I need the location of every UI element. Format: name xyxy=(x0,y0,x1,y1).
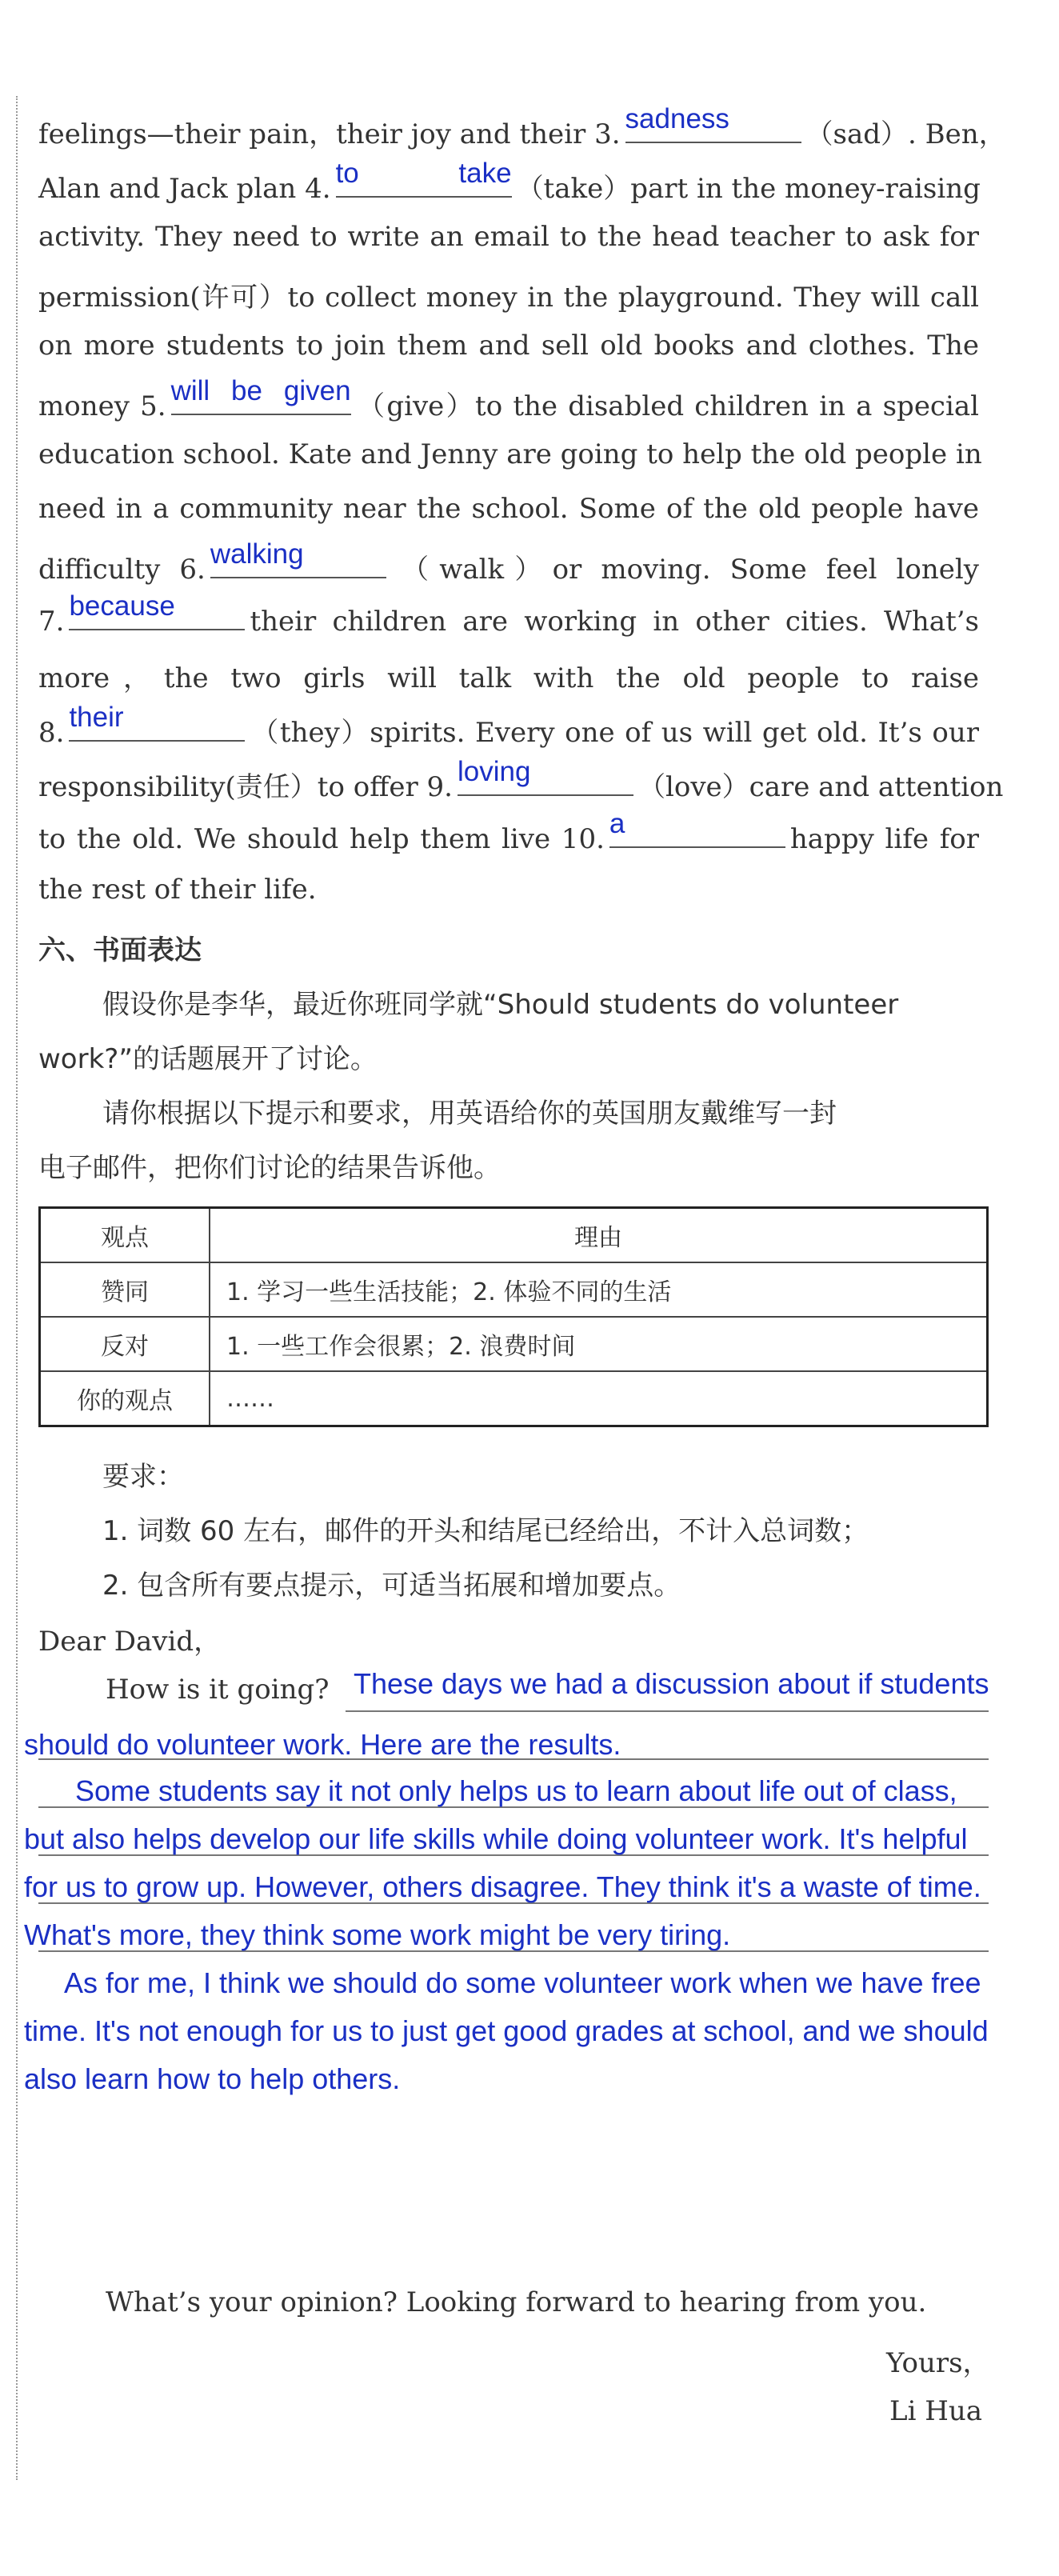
blank-5: will be given xyxy=(171,386,351,415)
handwritten-line-8: time. It's not enough for us to just get good grades at school, and we should xyxy=(24,2014,989,2047)
table-cell: …… xyxy=(210,1371,988,1426)
table-row xyxy=(40,1208,988,1263)
table-header-cell: 观点 xyxy=(40,1208,210,1263)
viewpoint-table xyxy=(38,1206,989,1427)
handwritten-line-2: should do volunteer work. Here are the results. xyxy=(24,1728,621,1761)
writing-intro-1: 假设你是李华，最近你班同学就“Should students do volunteer xyxy=(102,989,899,1021)
blank-8: their xyxy=(69,713,245,742)
passage-line-13: responsibility(责任）to offer 9. loving （love）care and attention xyxy=(38,756,1004,803)
blank-7: because xyxy=(69,602,245,630)
table-row xyxy=(40,1371,988,1426)
requirement-1: 1. 词数 60 左右，邮件的开头和结尾已经给出，不计入总词数； xyxy=(102,1515,869,1547)
handwritten-line-5: for us to grow up. However, others disagree. They think it's a waste of time. xyxy=(24,1870,981,1903)
table-cell: 1. 一些工作会很累；2. 浪费时间 xyxy=(210,1317,988,1371)
passage-line-10: 7. because their children are working in other cities. What’s xyxy=(38,590,979,638)
handwritten-line-9: also learn how to help others. xyxy=(24,2062,401,2095)
handwritten-line-6: What's more, they think some work might be very tiring. xyxy=(24,1918,731,1951)
writing-intro-2: work?”的话题展开了讨论。 xyxy=(38,1043,378,1075)
handwritten-line-3: Some students say it not only helps us to learn about life out of class, xyxy=(75,1774,957,1807)
passage-line-6: money 5. will be given （give）to the disabled children in a special xyxy=(38,375,979,422)
table-row xyxy=(40,1262,988,1317)
letter-opening: How is it going? xyxy=(106,1674,330,1706)
passage-line-12: 8. their （they）spirits. Every one of us will get old. It’s our xyxy=(38,702,979,749)
table-cell: 反对 xyxy=(40,1317,210,1371)
blank-3: sadness xyxy=(625,114,801,143)
passage-line-5: on more students to join them and sell old books and clothes. The xyxy=(38,330,979,362)
table-cell: 你的观点 xyxy=(40,1371,210,1426)
letter-signoff: Yours， xyxy=(886,2347,990,2379)
handwritten-line-1: These days we had a discussion about if students xyxy=(354,1667,989,1700)
section-title: 六、书面表达 xyxy=(38,934,202,966)
writing-intro-3: 请你根据以下提示和要求，用英语给你的英国朋友戴维写一封 xyxy=(102,1098,837,1130)
passage-line-4: permission(许可）to collect money in the playground. They will call xyxy=(38,282,979,314)
passage-line-7: education school. Kate and Jenny are going to help the old people in xyxy=(38,438,982,470)
blank-10: a xyxy=(609,819,785,848)
letter-greeting: Dear David， xyxy=(38,1626,222,1658)
writing-rule xyxy=(346,1710,989,1712)
passage-line-15: the rest of their life. xyxy=(38,874,317,906)
binding-dotted-line xyxy=(16,96,18,2480)
blank-6: walking xyxy=(210,550,386,578)
table-header-cell: 理由 xyxy=(210,1208,988,1263)
letter-closing: What’s your opinion? Looking forward to hearing from you. xyxy=(106,2286,927,2318)
table-cell: 赞同 xyxy=(40,1262,210,1317)
requirements-title: 要求： xyxy=(102,1461,184,1493)
passage-line-8: need in a community near the school. Some of the old people have xyxy=(38,493,979,525)
writing-intro-4: 电子邮件，把你们讨论的结果告诉他。 xyxy=(38,1152,501,1184)
passage-line-2: Alan and Jack plan 4. to take （take）part in the money-raising xyxy=(38,158,981,205)
handwritten-line-7: As for me, I think we should do some volunteer work when we have free xyxy=(64,1966,981,1999)
letter-signature: Li Hua xyxy=(889,2395,983,2427)
passage-line-14: to the old. We should help them live 10. a happy life for xyxy=(38,808,979,855)
blank-9: loving xyxy=(458,767,633,796)
blank-4: to take xyxy=(336,169,512,198)
table-cell: 1. 学习一些生活技能；2. 体验不同的生活 xyxy=(210,1262,988,1317)
handwritten-line-4: but also helps develop our life skills while doing volunteer work. It's helpful xyxy=(24,1822,968,1855)
table-row xyxy=(40,1317,988,1371)
passage-line-9: difficulty 6. walking （walk）or moving. Some feel lonely xyxy=(38,538,979,586)
passage-line-1: feelings—their pain，their joy and their 3. sadness （sad）. Ben， xyxy=(38,103,1006,150)
passage-line-3: activity. They need to write an email to the head teacher to ask for xyxy=(38,221,979,253)
requirement-2: 2. 包含所有要点提示，可适当拓展和增加要点。 xyxy=(102,1570,681,1602)
passage-line-11: more，the two girls will talk with the old people to raise xyxy=(38,662,979,694)
